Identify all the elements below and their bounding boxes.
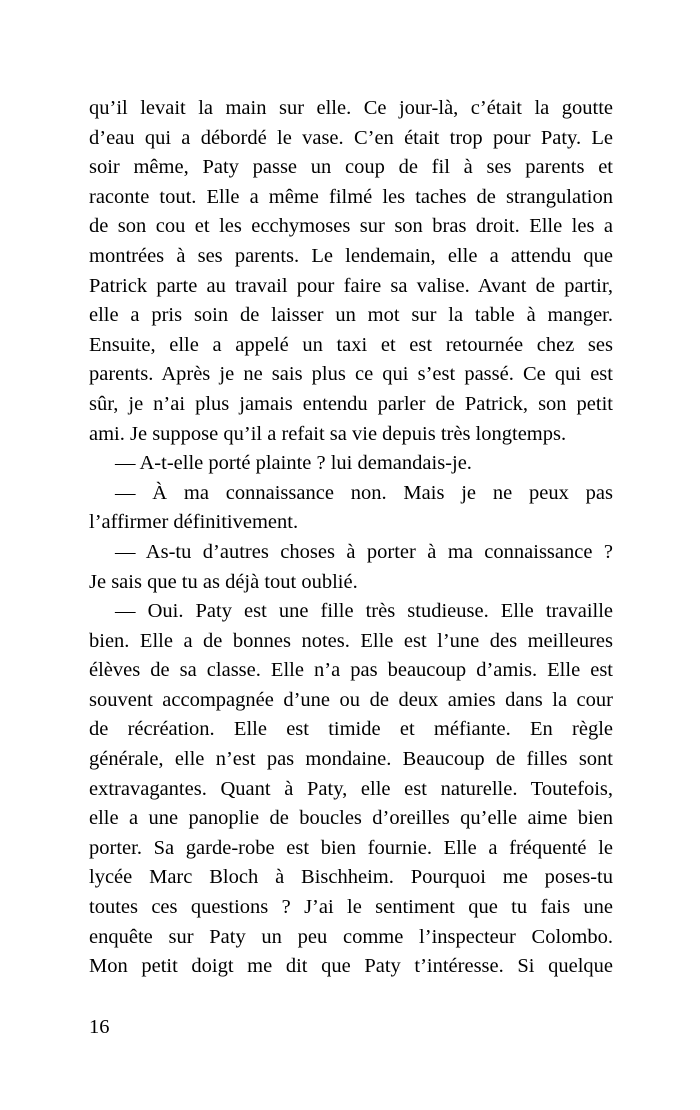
text-line: soir même, Paty passe un coup de fil à ses parents et <box>89 156 613 179</box>
text-line: Ensuite, elle a appelé un taxi et est retournée chez ses <box>89 333 613 356</box>
text-line: elle a pris soin de laisser un mot sur la table à manger. <box>89 304 613 327</box>
text-line: enquête sur Paty un peu comme l’inspecteur Colombo. <box>89 925 613 948</box>
body-text <box>89 94 613 982</box>
text-line: souvent accompagnée d’une ou de deux amies dans la cour <box>89 688 613 711</box>
text-line: raconte tout. Elle a même filmé les taches de strangulation <box>89 185 613 208</box>
text-line: toutes ces questions ? J’ai le sentiment que tu fais une <box>89 896 613 919</box>
text-line: générale, elle n’est pas mondaine. Beaucoup de filles sont <box>89 748 613 771</box>
text-line: montrées à ses parents. Le lendemain, elle a attendu que <box>89 244 613 267</box>
text-line: lycée Marc Bloch à Bischheim. Pourquoi me poses-tu <box>89 866 613 889</box>
dialogue-line: — As-tu d’autres choses à porter à ma connaissance ? <box>115 540 613 563</box>
text-line: extravagantes. Quant à Paty, elle est naturelle. Toutefois, <box>89 777 613 800</box>
text-line: elle a une panoplie de boucles d’oreilles qu’elle aime bien <box>89 807 613 830</box>
text-line: ami. Je suppose qu’il a refait sa vie depuis très longtemps. <box>89 422 567 445</box>
text-line: l’affirmer définitivement. <box>89 511 299 534</box>
text-line: Patrick parte au travail pour faire sa valise. Avant de partir, <box>89 274 613 297</box>
dialogue-line: — Oui. Paty est une fille très studieuse. Elle travaille <box>115 600 613 623</box>
page-number: 16 <box>89 1016 110 1038</box>
text-line: Je sais que tu as déjà tout oublié. <box>89 570 358 593</box>
text-line: sûr, je n’ai plus jamais entendu parler de Patrick, son petit <box>89 392 613 415</box>
text-line: de récréation. Elle est timide et méfiante. En règle <box>89 718 613 741</box>
text-line: porter. Sa garde-robe est bien fournie. Elle a fréquenté le <box>89 836 613 859</box>
text-line: Mon petit doigt me dit que Paty t’intéresse. Si quelque <box>89 955 613 978</box>
dialogue-line: — À ma connaissance non. Mais je ne peux pas <box>115 481 613 504</box>
text-line: élèves de sa classe. Elle n’a pas beaucoup d’amis. Elle est <box>89 659 613 682</box>
text-line: bien. Elle a de bonnes notes. Elle est l’une des meilleures <box>89 629 613 652</box>
dialogue-line: — A-t-elle porté plainte ? lui demandais-je. <box>115 452 472 475</box>
text-line: parents. Après je ne sais plus ce qui s’est passé. Ce qui est <box>89 363 613 386</box>
text-line: qu’il levait la main sur elle. Ce jour-là, c’était la goutte <box>89 97 613 119</box>
text-line: de son cou et les ecchymoses sur son bras droit. Elle les a <box>89 215 613 238</box>
text-line: d’eau qui a débordé le vase. C’en était trop pour Paty. Le <box>89 126 613 149</box>
